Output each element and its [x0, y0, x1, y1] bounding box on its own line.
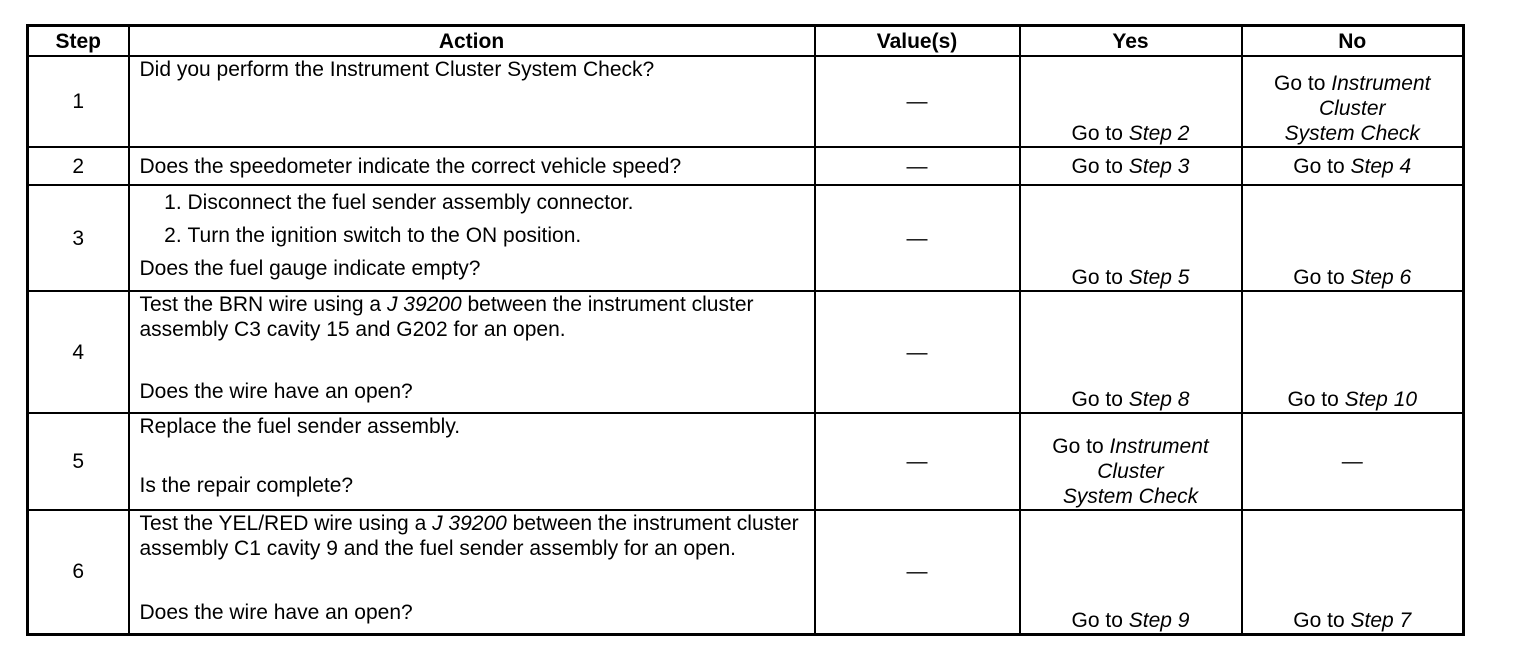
step-number: 5	[28, 413, 129, 510]
goto-text: Go to	[1071, 608, 1123, 632]
no-target: Cluster	[1318, 97, 1386, 120]
goto-text: Go to	[1293, 608, 1345, 632]
action-text: Does the speedometer indicate the correct vehicle speed?	[129, 147, 815, 185]
action-text	[140, 292, 804, 342]
value-cell: —	[815, 185, 1020, 291]
goto-text: Go to	[1071, 154, 1123, 178]
yes-cell	[1020, 147, 1242, 185]
action-text-pre: Test the BRN wire using a	[139, 293, 387, 316]
table-row	[28, 56, 1464, 147]
step-number: 2	[28, 147, 129, 185]
goto-text: Go to	[1071, 266, 1123, 289]
yes-target: Step 9	[1128, 608, 1190, 632]
no-target: System Check	[1284, 122, 1420, 145]
yes-cell	[1020, 291, 1242, 413]
table-row	[28, 291, 1464, 413]
goto-text: Go to	[1287, 388, 1339, 411]
no-cell	[1242, 147, 1464, 185]
yes-target: Step 2	[1128, 122, 1190, 145]
header-yes: Yes	[1020, 26, 1242, 57]
action-cell	[129, 510, 815, 634]
table-row	[28, 185, 1464, 291]
tool-ref: J 39200	[386, 293, 462, 316]
yes-cell	[1020, 510, 1242, 634]
header-action: Action	[129, 26, 815, 57]
action-cell	[129, 185, 815, 291]
yes-target: Step 8	[1128, 388, 1190, 411]
action-text	[140, 511, 804, 561]
no-cell	[1242, 510, 1464, 634]
no-target: Step 10	[1344, 388, 1418, 411]
yes-target: Step 3	[1128, 154, 1190, 178]
action-text: Did you perform the Instrument Cluster System Check?	[129, 56, 815, 147]
action-question: Does the wire have an open?	[139, 601, 413, 624]
table-row	[28, 147, 1464, 185]
substep-list	[140, 186, 804, 252]
no-target: Step 6	[1350, 266, 1412, 289]
no-cell	[1242, 185, 1464, 291]
goto-text: Go to	[1052, 435, 1104, 458]
step-number: 4	[28, 291, 129, 413]
action-cell	[129, 291, 815, 413]
tool-ref: J 39200	[432, 512, 507, 535]
no-target: Instrument	[1331, 72, 1431, 95]
diagnostic-table	[26, 24, 1465, 636]
header-step: Step	[28, 26, 129, 57]
yes-cell	[1020, 56, 1242, 147]
goto-text: Go to	[1293, 154, 1345, 178]
substep-item: 2. Turn the ignition switch to the ON position.	[188, 219, 804, 252]
table-row	[28, 510, 1464, 634]
goto-text: Go to	[1274, 72, 1326, 95]
no-cell: —	[1242, 413, 1464, 510]
action-question: Is the repair complete?	[139, 474, 354, 497]
header-values: Value(s)	[815, 26, 1020, 57]
yes-target: Step 5	[1128, 266, 1190, 289]
yes-target: Cluster	[1097, 460, 1164, 483]
yes-cell	[1020, 413, 1242, 510]
step-number: 6	[28, 510, 129, 634]
no-target: Step 7	[1350, 608, 1412, 632]
step-number: 1	[28, 56, 129, 147]
action-text-pre: Test the YEL/RED wire using a	[139, 512, 433, 535]
goto-text: Go to	[1071, 122, 1123, 145]
value-cell: —	[815, 56, 1020, 147]
yes-target: Instrument	[1109, 435, 1209, 458]
value-cell: —	[815, 147, 1020, 185]
action-cell	[129, 413, 815, 510]
action-text-post: between the instrument cluster assembly C1 cavity 9 and the fuel sender assembly for an open.	[139, 512, 799, 560]
value-cell: —	[815, 510, 1020, 634]
yes-cell	[1020, 185, 1242, 291]
action-text-post: between the instrument cluster assembly C3 cavity 15 and G202 for an open.	[139, 293, 754, 341]
action-question: Does the fuel gauge indicate empty?	[139, 257, 481, 280]
yes-target: System Check	[1062, 485, 1199, 508]
action-question: Does the wire have an open?	[139, 380, 413, 403]
no-target: Step 4	[1350, 154, 1412, 178]
table-row	[28, 413, 1464, 510]
goto-text: Go to	[1071, 388, 1123, 411]
action-text: Replace the fuel sender assembly.	[139, 415, 461, 438]
step-number: 3	[28, 185, 129, 291]
header-row	[28, 26, 1464, 57]
no-cell	[1242, 56, 1464, 147]
header-no: No	[1242, 26, 1464, 57]
substep-item: 1. Disconnect the fuel sender assembly connector.	[188, 186, 804, 219]
no-cell	[1242, 291, 1464, 413]
value-cell: —	[815, 413, 1020, 510]
goto-text: Go to	[1293, 266, 1345, 289]
value-cell: —	[815, 291, 1020, 413]
